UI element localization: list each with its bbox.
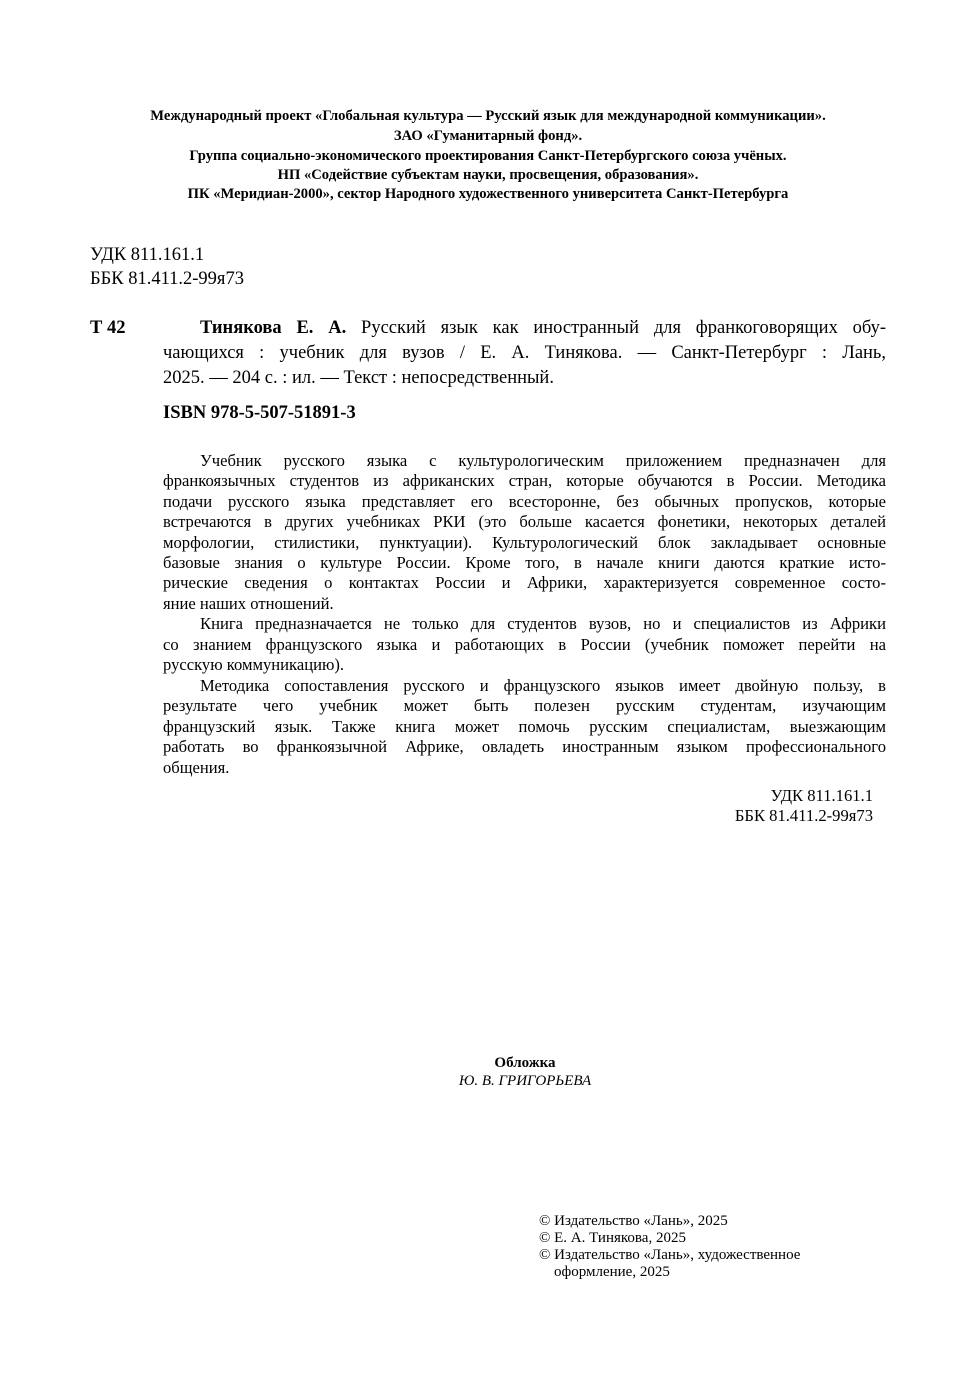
copyright-line: © Издательство «Лань», художественное [539, 1247, 801, 1263]
header-line: ПК «Меридиан-2000», сектор Народного художественного университета Санкт-Петербурга [187, 186, 789, 202]
abstract-line: морфологии, стилистики, пунктуации). Культурологический блок закладывает основные [163, 533, 886, 552]
abstract-line: Книга предназначается не только для студентов вузов, но и специалистов из Африки [200, 614, 886, 633]
abstract-line: русскую коммуникацию). [163, 655, 345, 674]
cover-label: Обложка [494, 1055, 556, 1071]
copyright-line: оформление, 2025 [554, 1264, 670, 1280]
abstract-line: встречаются в других учебниках РКИ (это больше касается фонетики, некоторых деталей [163, 512, 886, 531]
title-text: Русский язык как иностранный для франкоговорящих обу- [361, 318, 886, 338]
abstract-line: базовые знания о культуре России. Кроме того, в начале книги даются краткие исто- [163, 553, 886, 572]
abstract-line: подачи русского языка представляет его всесторонне, без обычных пропусков, которые [163, 492, 886, 511]
abstract-line: результате чего учебник может быть полезен русским студентам, изучающим [163, 696, 886, 715]
author-mark: Т 42 [90, 318, 126, 338]
abstract-line: Методика сопоставления русского и французского языков имеет двойную пользу, в [200, 676, 886, 695]
header-line: НП «Содействие субъектам науки, просвещения, образования». [277, 167, 699, 183]
udk-code: УДК 811.161.1 [90, 245, 205, 265]
bbk-code: ББК 81.411.2-99я73 [90, 269, 244, 289]
abstract-line: общения. [163, 758, 230, 777]
catalog-line: чающихся : учебник для вузов / Е. А. Тинякова. — Санкт-Петербург : Лань, [163, 343, 886, 363]
udk-code-right: УДК 811.161.1 [770, 786, 873, 805]
author-name: Тинякова Е. А. [200, 318, 347, 338]
isbn: ISBN 978-5-507-51891-3 [163, 403, 356, 423]
catalog-line [200, 316, 886, 340]
abstract-line: рические сведения о контактах России и Африки, характеризуется современное состо- [163, 573, 886, 592]
abstract-line: яние наших отношений. [163, 594, 334, 613]
cover-designer: Ю. В. ГРИГОРЬЕВА [458, 1073, 592, 1089]
abstract-line: работать во франкоязычной Африке, овладеть иностранным языком профессионального [163, 737, 886, 756]
header-line: Группа социально-экономического проектирования Санкт-Петербургского союза учёных. [189, 148, 787, 164]
bbk-code-right: ББК 81.411.2-99я73 [734, 806, 873, 825]
catalog-line: 2025. — 204 с. : ил. — Текст : непосредственный. [163, 368, 554, 388]
abstract-line: со знанием французского языка и работающих в России (учебник поможет перейти на [163, 635, 886, 654]
header-line: Международный проект «Глобальная культура — Русский язык для международной коммуникации». [150, 108, 826, 124]
abstract-line: французский язык. Также книга может помочь русским специалистам, выезжающим [163, 717, 886, 736]
copyright-line: © Е. А. Тинякова, 2025 [539, 1230, 686, 1246]
header-line: ЗАО «Гуманитарный фонд». [393, 128, 583, 144]
abstract-line: Учебник русского языка с культурологическим приложением предназначен для [200, 451, 886, 470]
abstract-line: франкоязычных студентов из африканских стран, которые обучаются в России. Методика [163, 471, 886, 490]
copyright-line: © Издательство «Лань», 2025 [539, 1213, 728, 1229]
